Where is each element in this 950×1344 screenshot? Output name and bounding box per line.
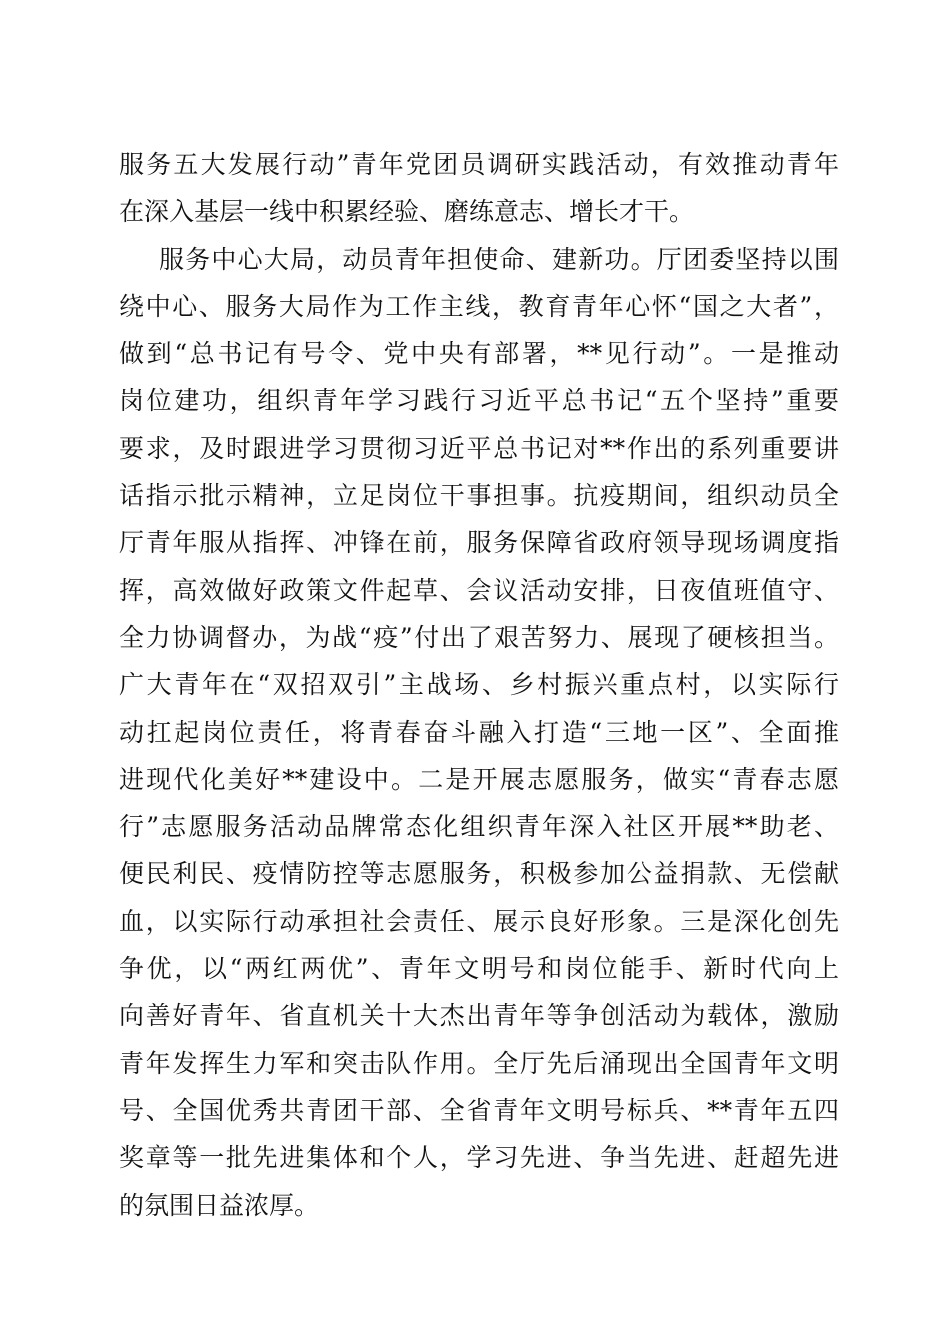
paragraph-line: 青年发挥生力军和突击队作用。全厅先后涌现出全国青年文明 — [119, 1048, 839, 1078]
paragraph-line: 全力协调督办，为战“疫”付出了艰苦努力、展现了硬核担当。 — [119, 622, 839, 652]
paragraph-line: 便民利民、疫情防控等志愿服务，积极参加公益捐款、无偿献 — [119, 859, 839, 889]
paragraph-line: 行”志愿服务活动品牌常态化组织青年深入社区开展**助老、 — [119, 812, 839, 842]
paragraph-line: 做到“总书记有号令、党中央有部署，**见行动”。一是推动 — [119, 339, 839, 369]
paragraph-line: 在深入基层一线中积累经验、磨练意志、增长才干。 — [119, 197, 695, 227]
paragraph-line: 进现代化美好**建设中。二是开展志愿服务，做实“青春志愿 — [119, 764, 839, 794]
paragraph-line: 要求，及时跟进学习贯彻习近平总书记对**作出的系列重要讲 — [119, 433, 839, 463]
paragraph-line: 广大青年在“双招双引”主战场、乡村振兴重点村，以实际行 — [119, 670, 839, 700]
paragraph-line: 绕中心、服务大局作为工作主线，教育青年心怀“国之大者”， — [119, 291, 839, 321]
paragraph-line: 的氛围日益浓厚。 — [119, 1190, 320, 1220]
paragraph-line: 血，以实际行动承担社会责任、展示良好形象。三是深化创先 — [119, 906, 839, 936]
paragraph-line: 话指示批示精神，立足岗位干事担事。抗疫期间，组织动员全 — [119, 481, 839, 511]
paragraph-line: 向善好青年、省直机关十大杰出青年等争创活动为载体，激励 — [119, 1001, 839, 1031]
paragraph-line: 厅青年服从指挥、冲锋在前，服务保障省政府领导现场调度指 — [119, 528, 839, 558]
paragraph-line: 号、全国优秀共青团干部、全省青年文明号标兵、**青年五四 — [119, 1095, 839, 1125]
paragraph-line: 服务五大发展行动”青年党团员调研实践活动，有效推动青年 — [119, 150, 839, 179]
paragraph-line: 挥，高效做好政策文件起草、会议活动安排，日夜值班值守、 — [119, 575, 839, 605]
paragraph-line: 服务中心大局，动员青年担使命、建新功。厅团委坚持以围 — [159, 244, 839, 274]
paragraph-line: 争优，以“两红两优”、青年文明号和岗位能手、新时代向上 — [119, 954, 839, 984]
document-body — [119, 141, 839, 1229]
paragraph-line: 奖章等一批先进集体和个人，学习先进、争当先进、赶超先进 — [119, 1143, 839, 1173]
paragraph-2 — [119, 236, 839, 1229]
paragraph-line: 岗位建功，组织青年学习践行习近平总书记“五个坚持”重要 — [119, 386, 839, 416]
paragraph-line: 动扛起岗位责任，将青春奋斗融入打造“三地一区”、全面推 — [119, 717, 839, 747]
paragraph-1 — [119, 141, 839, 236]
